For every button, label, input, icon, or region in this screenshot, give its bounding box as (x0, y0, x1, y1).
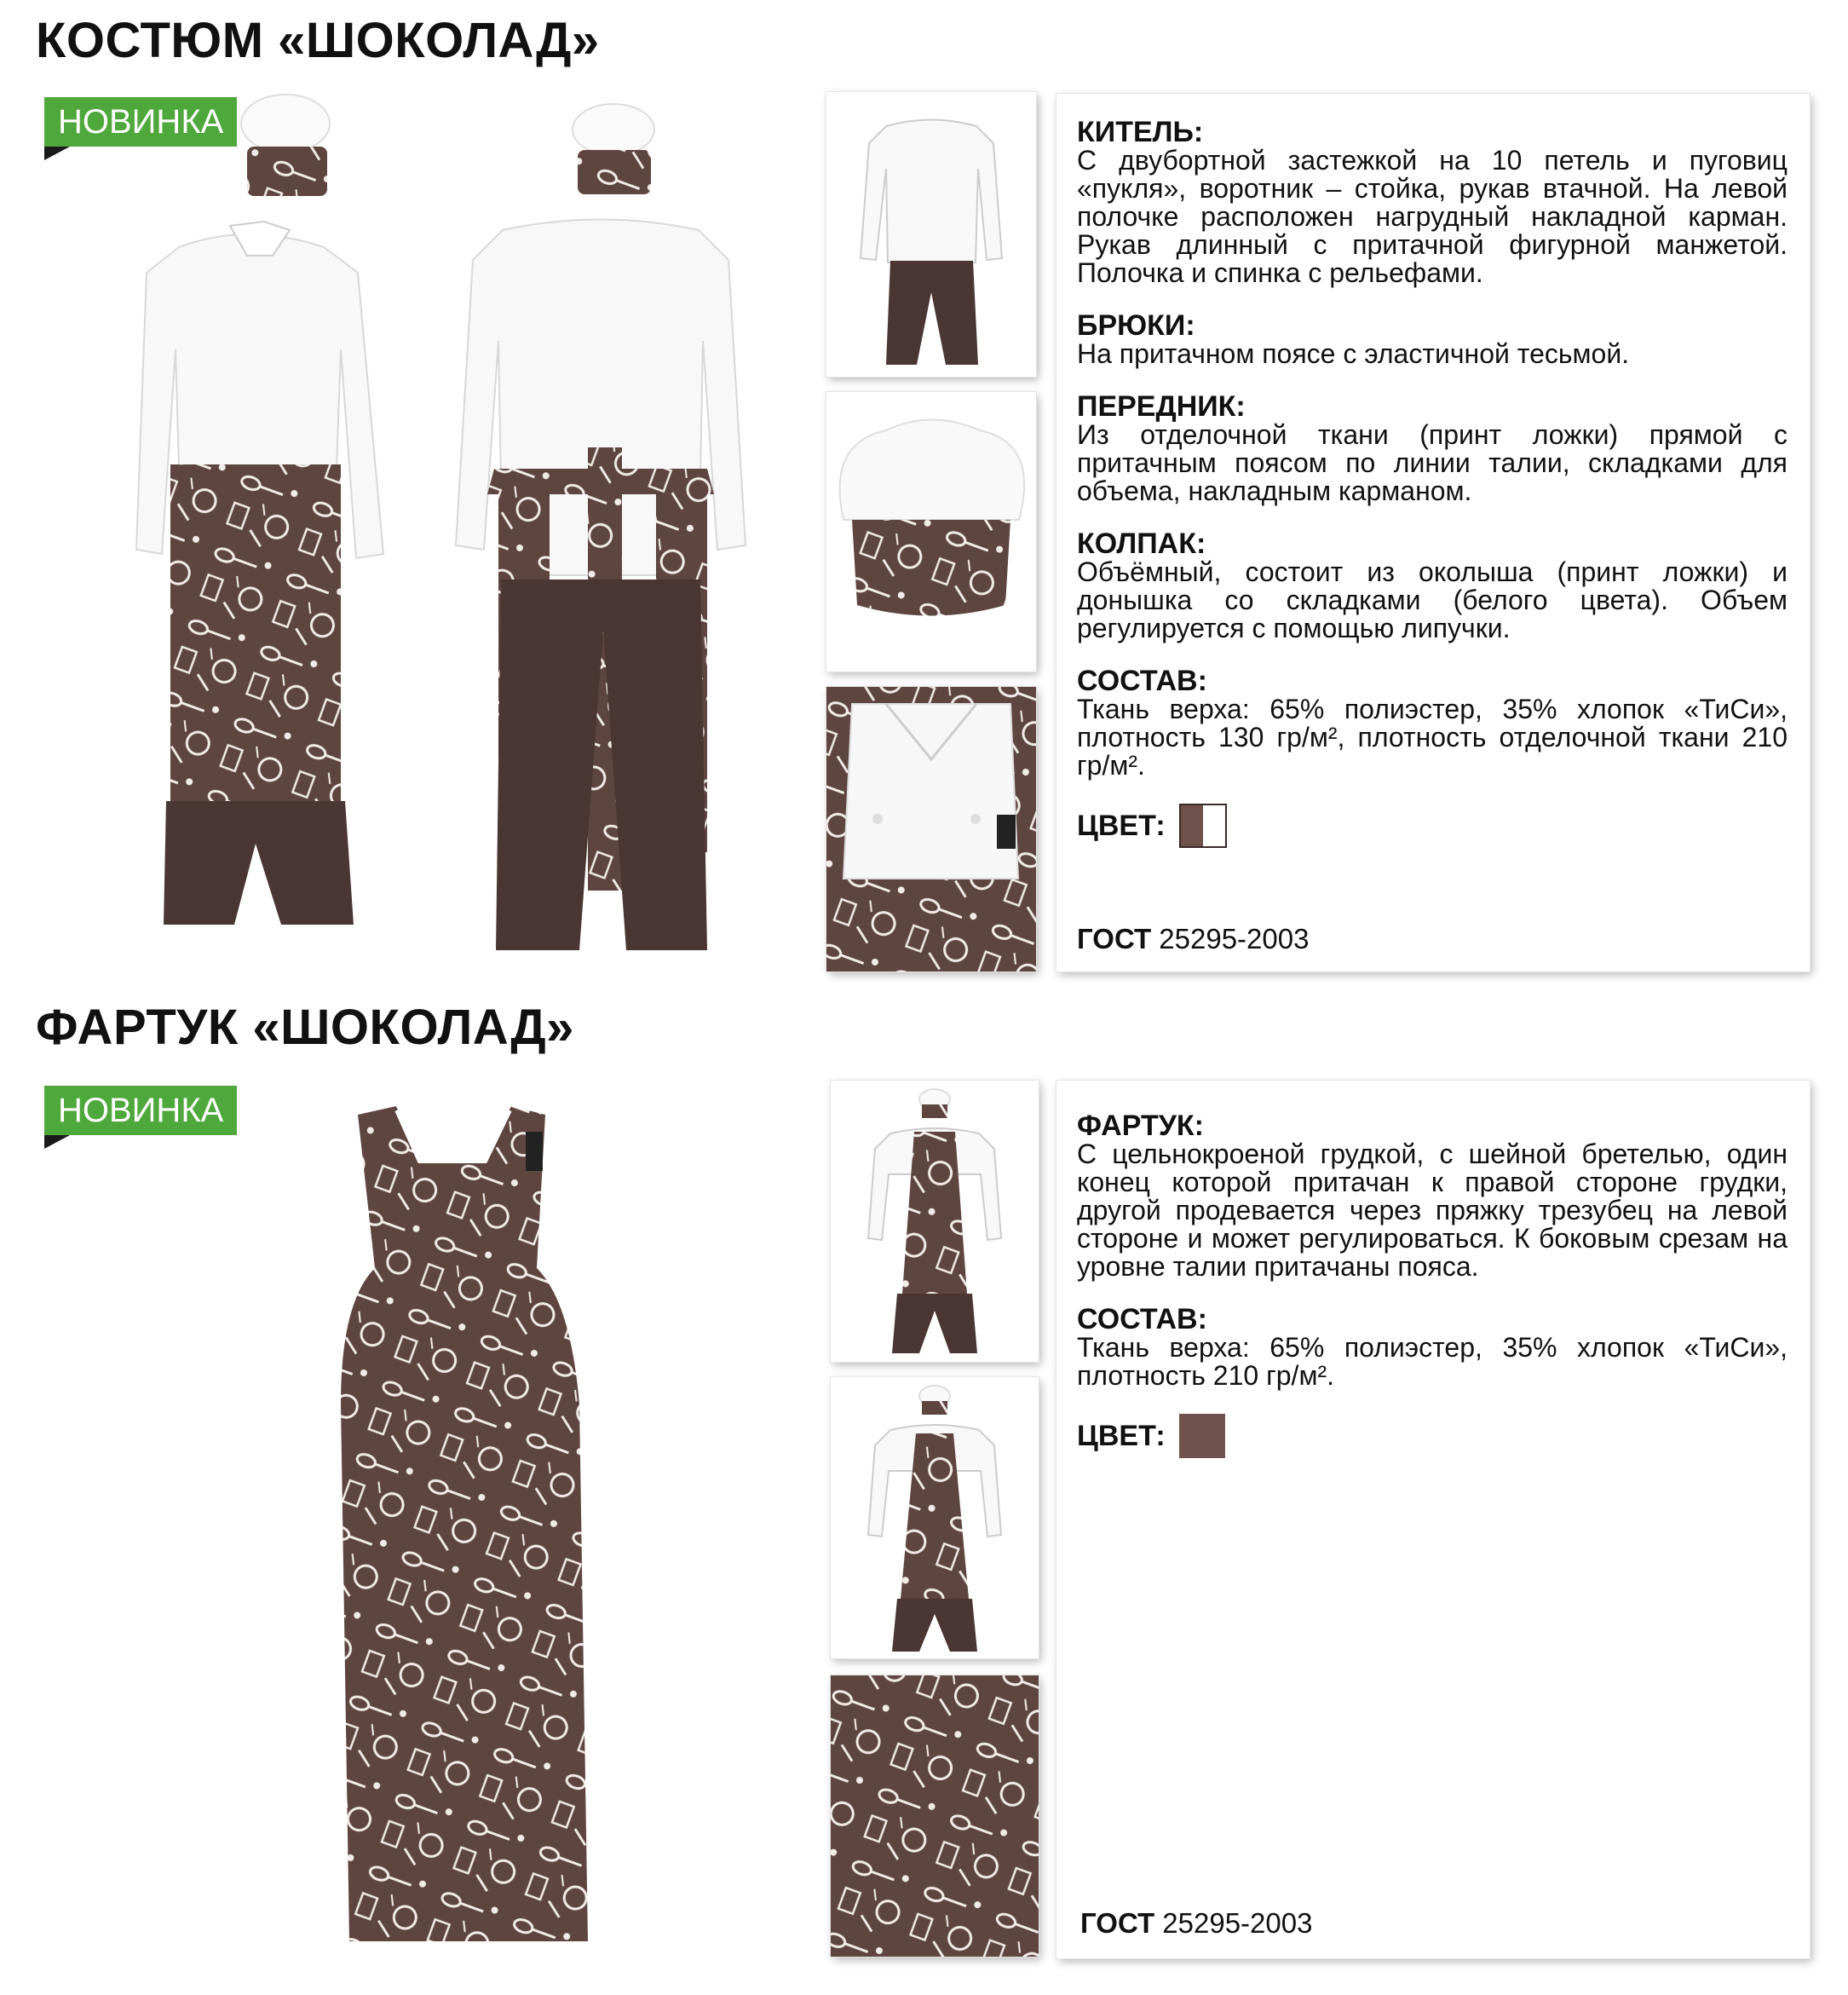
swatch-chocolate (1181, 805, 1203, 846)
spec-cap (1077, 529, 1788, 643)
spec-text: На притачном поясе с эластичной тесьмой. (1077, 338, 1630, 369)
suit-back-photo (452, 102, 750, 954)
apron-front-thumbnail[interactable] (831, 1081, 1039, 1362)
apron-title: ФАРТУК «ШОКОЛАД» (36, 1000, 574, 1055)
swatch-white (1203, 805, 1225, 846)
spec-composition (1077, 666, 1788, 780)
spec-heading: СОСТАВ: (1077, 665, 1207, 697)
cap-thumbnail[interactable] (826, 392, 1036, 672)
new-badge: НОВИНКА (44, 97, 237, 147)
spec-text: Из отделочной ткани (принт ложки) прямой с притачным поясом по линии талии, складками для объема, накладным карманом. (1077, 419, 1788, 506)
spec-heading: СОСТАВ: (1077, 1303, 1207, 1335)
new-badge: НОВИНКА (44, 1086, 237, 1135)
color-label: ЦВЕТ: (1077, 1420, 1166, 1452)
gost-number: 25295-2003 (1162, 1907, 1313, 1939)
spec-text: С двубортной застежкой на 10 петель и пуговиц «пукля», воротник – стойка, рукав втачной. На левой полочке расположен нагрудный накладной карман. Рукав длинный с притачной фигурной манжетой. Полочка и спинка с рельефами. (1077, 145, 1788, 288)
suit-spec-card (1056, 94, 1810, 972)
color-row (1077, 804, 1788, 848)
spec-jacket (1077, 118, 1788, 287)
apron-photo (315, 1098, 605, 1958)
spec-heading: БРЮКИ: (1077, 309, 1195, 342)
gost-number: 25295-2003 (1159, 923, 1310, 954)
color-row (1077, 1414, 1788, 1458)
apron-spec-card (1056, 1081, 1810, 1958)
spec-text: Ткань верха: 65% полиэстер, 35% хлопок «ТиСи», плотность 130 гр/м², плотность отделочной ткани 210 гр/м². (1077, 694, 1788, 781)
spec-text: Ткань верха: 65% полиэстер, 35% хлопок «ТиСи», плотность 210 гр/м². (1077, 1332, 1788, 1391)
color-swatch (1179, 1414, 1225, 1458)
spec-heading: ПЕРЕДНИК: (1077, 390, 1246, 423)
spec-apron (1077, 1111, 1788, 1281)
gost-standard (1080, 1907, 1312, 1940)
jacket-pants-thumbnail[interactable] (826, 92, 1036, 377)
fabric-closeup-thumbnail[interactable] (831, 1675, 1039, 1957)
suit-title: КОСТЮМ «ШОКОЛАД» (36, 13, 600, 68)
suit-front-photo (128, 94, 392, 954)
spec-heading: КОЛПАК: (1077, 528, 1206, 560)
spec-text: С цельнокроеной грудкой, с шейной бретелью, один конец которой притачан к правой стороне грудки, другой продевается через пряжку трезубец на левой стороне и может регулироваться. К боковым срезам на уровне талии притачаны пояса. (1077, 1139, 1788, 1282)
collar-closeup-thumbnail[interactable] (826, 687, 1036, 972)
swatch-chocolate (1181, 1416, 1223, 1456)
gost-standard (1077, 923, 1309, 955)
color-swatch (1179, 804, 1227, 848)
spec-text: Объёмный, состоит из околыша (принт ложки) и донышка со складками (белого цвета). Объем регулируется с помощью липучки. (1077, 556, 1788, 643)
spec-apron (1077, 392, 1788, 505)
spec-pants (1077, 311, 1788, 368)
apron-worn-thumbnail[interactable] (831, 1377, 1039, 1658)
spec-composition (1077, 1305, 1788, 1390)
gost-label: ГОСТ (1080, 1907, 1155, 1939)
spec-heading: КИТЕЛЬ: (1077, 116, 1204, 148)
color-label: ЦВЕТ: (1077, 810, 1166, 842)
gost-label: ГОСТ (1077, 923, 1152, 954)
spec-heading: ФАРТУК: (1077, 1110, 1204, 1142)
